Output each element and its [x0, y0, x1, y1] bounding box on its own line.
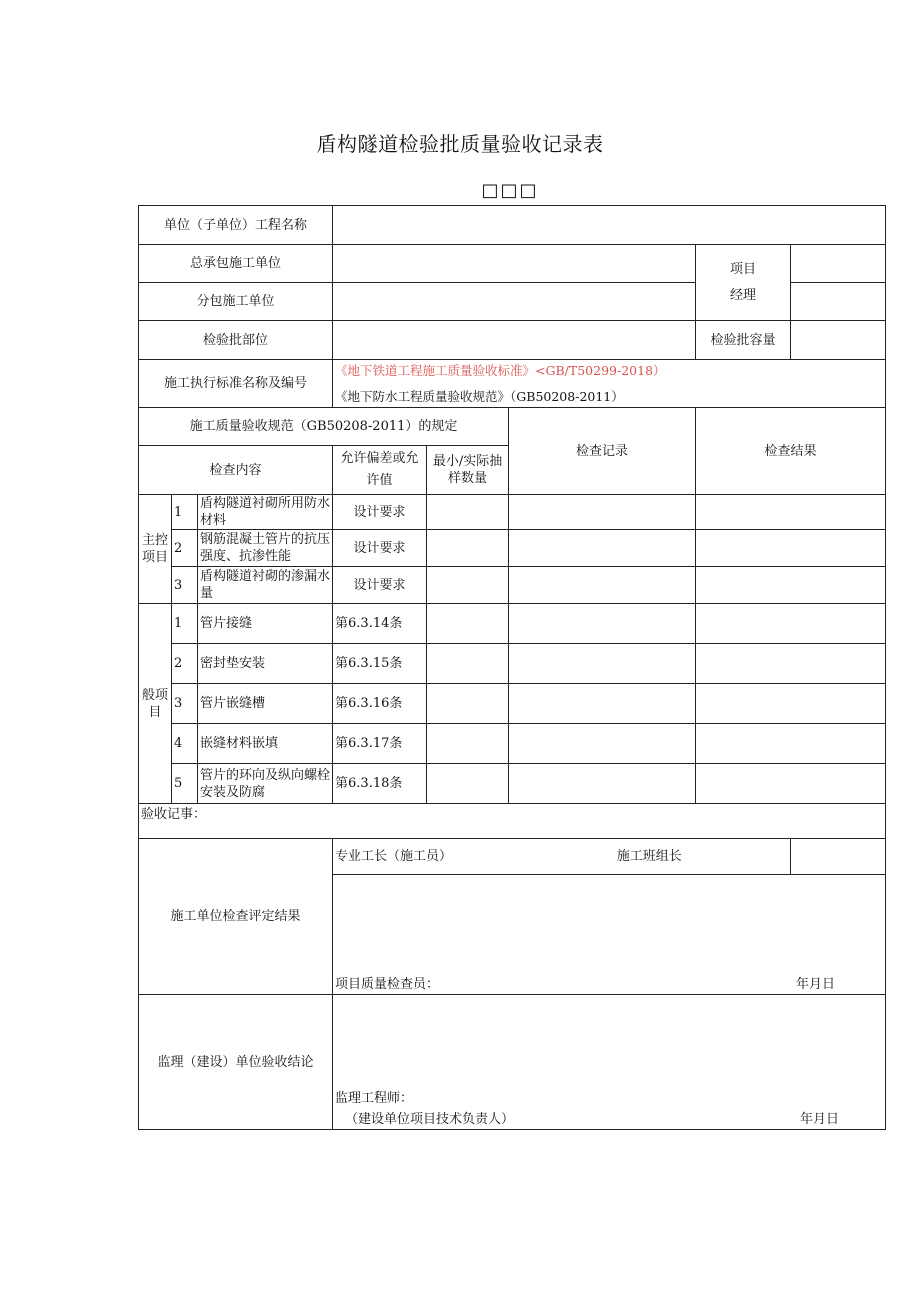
project-manager-field-1[interactable]	[791, 245, 886, 283]
general-item-tolerance: 第6.3.16条	[333, 684, 427, 724]
main-item-record-field[interactable]	[509, 530, 696, 567]
project-name-label: 单位（子单位）工程名称	[139, 206, 333, 245]
general-item-sample-field[interactable]	[427, 604, 509, 644]
batch-capacity-field[interactable]	[791, 321, 886, 360]
general-item-sample-field[interactable]	[427, 684, 509, 724]
main-item-record-field[interactable]	[509, 495, 696, 530]
inspection-record-table	[138, 205, 886, 1130]
project-manager-label-line2: 经理	[730, 288, 757, 303]
main-item-content: 钢筋混凝土管片的抗压强度、抗渗性能	[198, 530, 333, 567]
main-item-no: 1	[172, 495, 198, 530]
main-item-tolerance: 设计要求	[333, 495, 427, 530]
supervision-date: 年月日	[800, 1112, 840, 1127]
main-item-result-field[interactable]	[696, 530, 886, 567]
standard-2: 《地下防水工程质量验收规范》（GB50208-2011）	[335, 389, 624, 404]
main-item-result-field[interactable]	[696, 495, 886, 530]
general-contractor-field[interactable]	[333, 245, 696, 283]
quality-inspector-label: 项目质量检查员：	[335, 977, 440, 992]
supervision-engineer-label: 监理工程师：	[335, 1091, 414, 1106]
acceptance-notes[interactable]: 验收记事：	[139, 804, 886, 839]
main-item-no: 3	[172, 567, 198, 604]
team-leader-field[interactable]	[791, 839, 886, 875]
subcontractor-label: 分包施工单位	[139, 283, 333, 321]
general-item-result-field[interactable]	[696, 684, 886, 724]
main-item-tolerance: 设计要求	[333, 530, 427, 567]
general-item-no: 5	[172, 764, 198, 804]
main-item-result-field[interactable]	[696, 567, 886, 604]
general-items-label: 般项目	[139, 604, 172, 804]
general-item-content: 管片嵌缝槽	[198, 684, 333, 724]
main-control-label: 主控项目	[139, 495, 172, 604]
general-item-sample-field[interactable]	[427, 644, 509, 684]
general-item-no: 3	[172, 684, 198, 724]
general-item-tolerance: 第6.3.14条	[333, 604, 427, 644]
general-item-result-field[interactable]	[696, 764, 886, 804]
serial-number-boxes: □□□	[481, 180, 539, 201]
general-item-tolerance: 第6.3.17条	[333, 724, 427, 764]
general-item-tolerance: 第6.3.15条	[333, 644, 427, 684]
main-item-sample-field[interactable]	[427, 567, 509, 604]
general-item-no: 1	[172, 604, 198, 644]
standard-1: 《地下铁道工程施工质量验收标准》<GB/T50299-2018）	[335, 363, 666, 378]
general-item-content: 密封垫安装	[198, 644, 333, 684]
batch-capacity-label: 检验批容量	[696, 321, 791, 360]
general-item-record-field[interactable]	[509, 644, 696, 684]
main-item-sample-field[interactable]	[427, 530, 509, 567]
general-item-result-field[interactable]	[696, 724, 886, 764]
main-item-tolerance: 设计要求	[333, 567, 427, 604]
construction-eval-date: 年月日	[796, 977, 836, 992]
project-manager-label-line1: 项目	[730, 262, 757, 277]
general-item-content: 管片的环向及纵向螺栓安装及防腐	[198, 764, 333, 804]
project-manager-field-2[interactable]	[791, 283, 886, 321]
general-item-tolerance: 第6.3.18条	[333, 764, 427, 804]
general-item-no: 4	[172, 724, 198, 764]
spec-title: 施工质量验收规范（GB50208-2011）的规定	[139, 408, 509, 446]
subcontractor-field[interactable]	[333, 283, 696, 321]
general-item-record-field[interactable]	[509, 684, 696, 724]
general-item-content: 管片接缝	[198, 604, 333, 644]
team-leader-label: 施工班组长	[509, 839, 791, 875]
general-contractor-label: 总承包施工单位	[139, 245, 333, 283]
project-manager-label	[696, 245, 791, 321]
general-item-record-field[interactable]	[509, 604, 696, 644]
check-content-header: 检查内容	[139, 446, 333, 495]
general-item-record-field[interactable]	[509, 724, 696, 764]
general-item-content: 嵌缝材料嵌填	[198, 724, 333, 764]
general-item-sample-field[interactable]	[427, 724, 509, 764]
standard-label: 施工执行标准名称及编号	[139, 360, 333, 408]
supervision-area[interactable]	[333, 995, 886, 1130]
sample-size-header: 最小/实际抽样数量	[427, 446, 509, 495]
general-item-result-field[interactable]	[696, 604, 886, 644]
main-item-no: 2	[172, 530, 198, 567]
supervision-label: 监理（建设）单位验收结论	[139, 995, 333, 1130]
main-item-sample-field[interactable]	[427, 495, 509, 530]
construction-eval-area[interactable]	[333, 875, 886, 995]
construction-eval-label: 施工单位检查评定结果	[139, 839, 333, 995]
main-item-record-field[interactable]	[509, 567, 696, 604]
owner-tech-lead-label: （建设单位项目技术负责人）	[345, 1112, 515, 1127]
project-name-field[interactable]	[333, 206, 886, 245]
general-item-no: 2	[172, 644, 198, 684]
main-item-content: 盾构隧道衬砌所用防水材料	[198, 495, 333, 530]
page-title: 盾构隧道检验批质量验收记录表	[316, 132, 604, 156]
main-item-content: 盾构隧道衬砌的渗漏水量	[198, 567, 333, 604]
foreman-label: 专业工长（施工员）	[333, 839, 509, 875]
general-item-record-field[interactable]	[509, 764, 696, 804]
batch-location-field[interactable]	[333, 321, 696, 360]
tolerance-header: 允许偏差或允许值	[333, 446, 427, 495]
general-item-result-field[interactable]	[696, 644, 886, 684]
standard-list	[333, 360, 886, 408]
general-item-sample-field[interactable]	[427, 764, 509, 804]
check-record-header: 检查记录	[509, 408, 696, 495]
batch-location-label: 检验批部位	[139, 321, 333, 360]
check-result-header: 检查结果	[696, 408, 886, 495]
